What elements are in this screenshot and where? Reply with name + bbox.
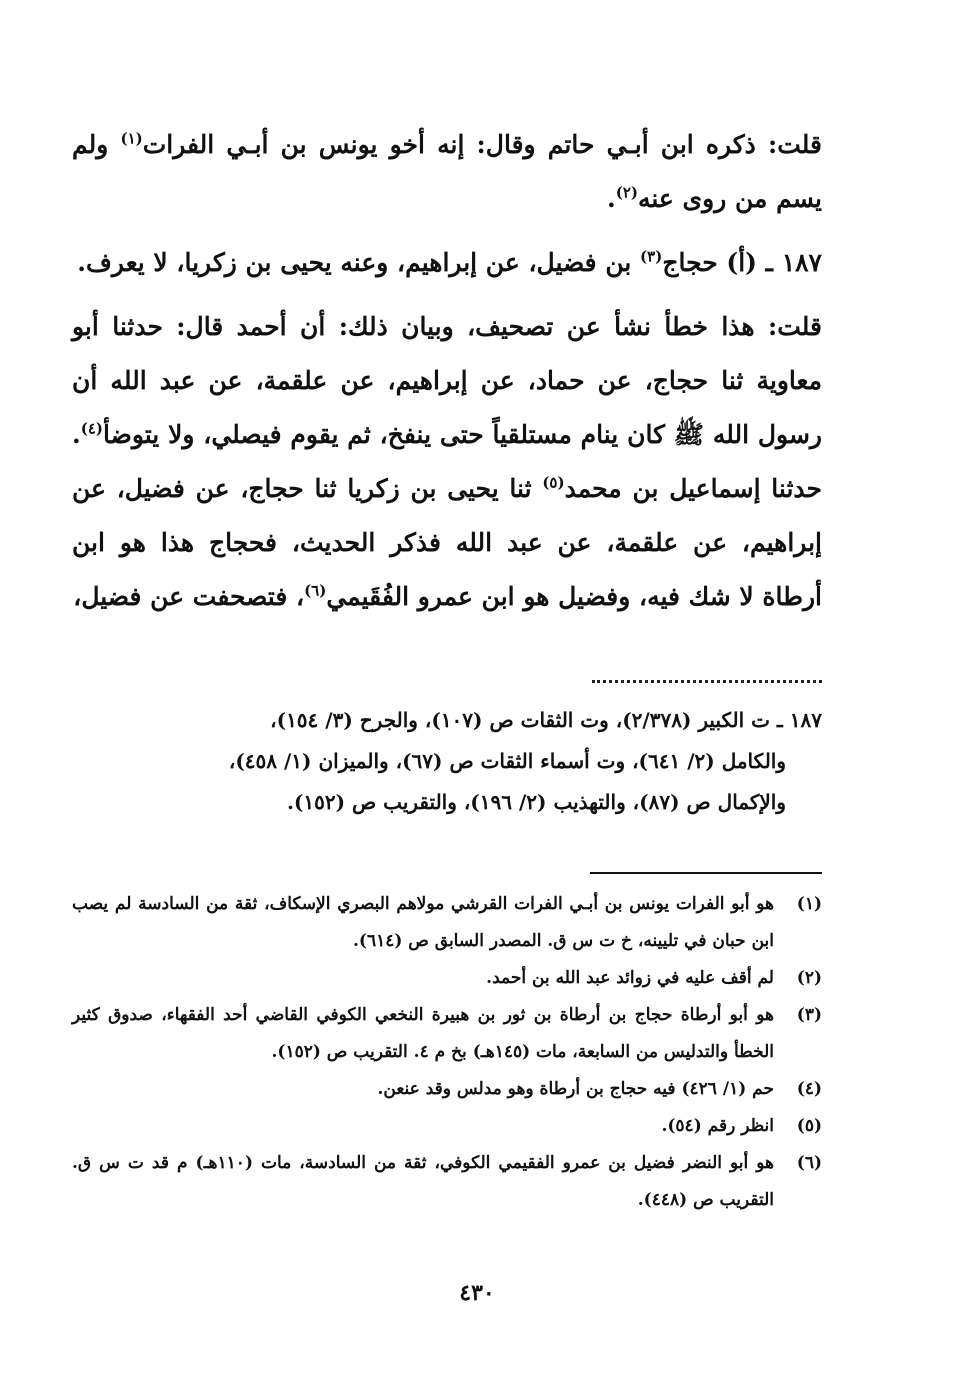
footnote-ref[interactable]: (٦)	[304, 581, 327, 600]
footnote-ref[interactable]: (٤)	[80, 419, 103, 438]
footnote	[72, 997, 822, 1071]
text: ولم يسم من روى عنه	[72, 130, 822, 213]
paragraph-3	[72, 300, 822, 624]
footnote-ref[interactable]: (٣)	[640, 247, 663, 266]
main-text	[72, 118, 822, 634]
sources-line: ١٨٧ ـ ت الكبير (٢/٣٧٨)، وت الثقات ص (١٠٧)، والجرح (٣/ ١٥٤)،	[270, 708, 822, 732]
footnote-number: (٣)	[796, 1005, 822, 1025]
footnote-text: هو أبو الفرات يونس بن أبـي الفرات القرشي مولاهم البصري الإسكاف، ثقة من السادسة لم يصب ابن حبان في تليينه، خ ت س ق. المصدر السابق ص (٦١٤).	[72, 894, 774, 951]
paragraph-1	[72, 118, 822, 226]
dotted-separator	[592, 680, 822, 683]
text: ١٨٧ ـ (أ) حجاج	[662, 248, 822, 277]
footnote-ref[interactable]: (٥)	[542, 473, 565, 492]
footnote	[72, 886, 822, 960]
footnote-ref[interactable]: (٢)	[615, 183, 638, 202]
sources-line: والإكمال ص (٨٧)، والتهذيب (٢/ ١٩٦)، والتقريب ص (١٥٢).	[286, 790, 786, 814]
footnote	[72, 960, 822, 997]
page-number: ٤٣٠	[459, 1280, 495, 1306]
footnote-number: (٦)	[796, 1153, 822, 1173]
footnote-text: هو أبو النضر فضيل بن عمرو الفقيمي الكوفي، ثقة من السادسة، مات (١١٠هـ) م قد ت س ق. التقريب ص (٤٤٨).	[72, 1153, 774, 1210]
footnote	[72, 1145, 822, 1219]
text: قلت: هذا خطأ نشأ عن تصحيف، وبيان ذلك: أن أحمد قال: حدثنا أبو معاوية ثنا حجاج، عن حماد، عن إبراهيم، عن علقمة، عن عبد الله أن رسول الله ﷺ كان ينام مستلقياً حتى ينفخ، ثم يقوم فيصلي، ولا يتوضأ	[72, 312, 822, 449]
footnote-rule	[590, 872, 822, 874]
text: . حدثنا إسماعيل بن محمد	[72, 420, 822, 503]
text: .	[606, 184, 616, 213]
text: ، فتصحفت عن فضيل،	[73, 582, 305, 611]
footnote-number: (١)	[796, 894, 822, 914]
footnotes	[72, 886, 822, 1219]
footnote-number: (٤)	[796, 1079, 822, 1099]
footnote-ref[interactable]: (١)	[120, 129, 143, 148]
footnote-text: انظر رقم (٥٤).	[661, 1116, 774, 1136]
sources-block	[72, 700, 822, 823]
footnote-number: (٢)	[796, 968, 822, 988]
entry-187	[72, 236, 822, 290]
text: قلت: ذكره ابن أبـي حاتم وقال: إنه أخو يونس بن أبـي الفرات	[142, 130, 822, 159]
text: بن فضيل، عن إبراهيم، وعنه يحيى بن زكريا، لا يعرف.	[77, 248, 641, 277]
footnote	[72, 1071, 822, 1108]
footnote-text: لم أقف عليه في زوائد عبد الله بن أحمد.	[486, 968, 774, 988]
footnote-number: (٥)	[796, 1116, 822, 1136]
sources-line: والكامل (٢/ ٦٤١)، وت أسماء الثقات ص (٦٧)، والميزان (١/ ٤٥٨)،	[228, 749, 786, 773]
footnote	[72, 1108, 822, 1145]
footnote-text: هو أبو أرطاة حجاج بن أرطاة بن ثور بن هبيرة النخعي الكوفي القاضي أحد الفقهاء، صدوق كثير الخطأ والتدليس من السابعة، مات (١٤٥هـ) بخ م ٤. التقريب ص (١٥٢).	[72, 1005, 774, 1062]
text: ثنا يحيى بن زكريا ثنا حجاج، عن فضيل، عن إبراهيم، عن علقمة، عن عبد الله فذكر الحديث، فحجاج هذا هو ابن أرطاة لا شك فيه، وفضيل هو ابن عمرو الفُقَيمي	[72, 474, 822, 611]
footnote-text: حم (١/ ٤٢٦) فيه حجاج بن أرطاة وهو مدلس وقد عنعن.	[377, 1079, 774, 1099]
